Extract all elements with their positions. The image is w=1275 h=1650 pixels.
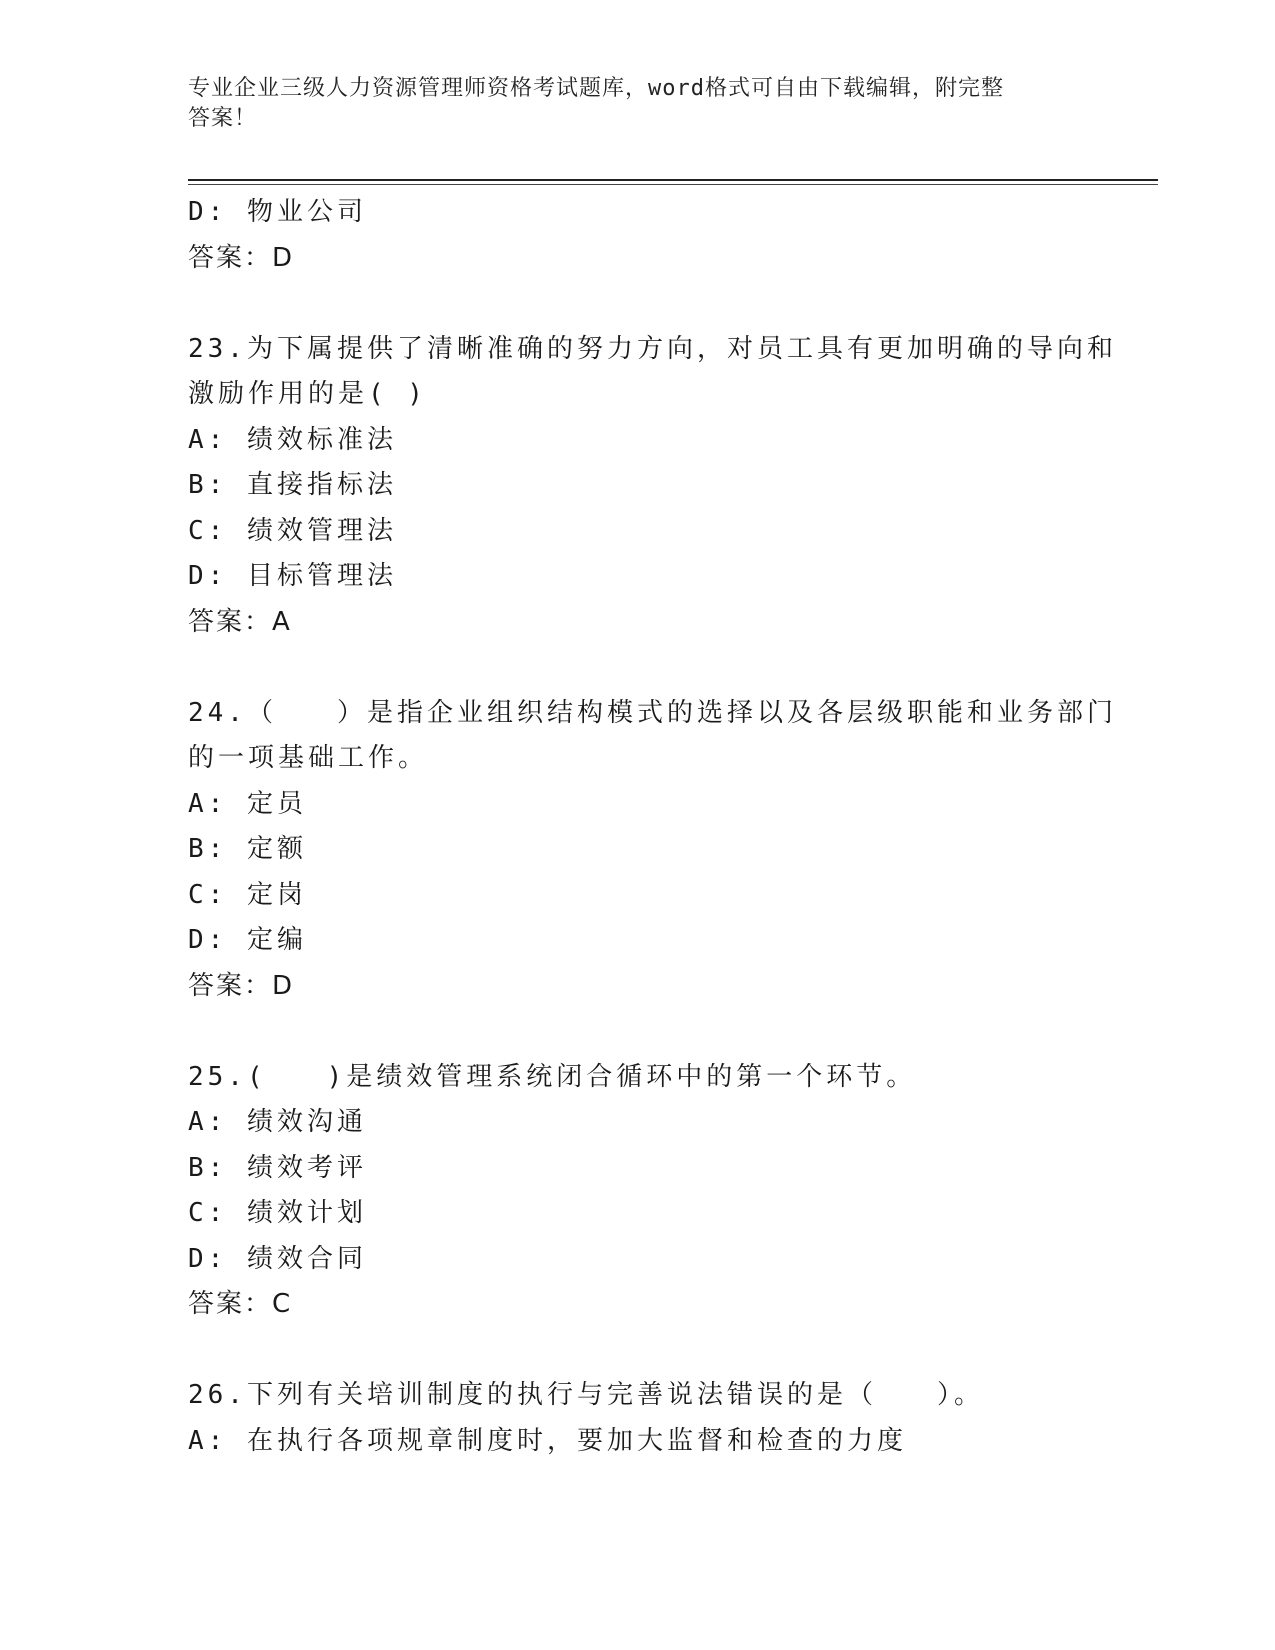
answer: 答案：C (188, 1289, 293, 1319)
answer: 答案：D (188, 970, 295, 1001)
spacer (188, 645, 1088, 691)
option-a: A: 绩效标准法 (188, 424, 397, 455)
header-line-1: 专业企业三级人力资源管理师资格考试题库，word格式可自由下载编辑，附完整 (188, 76, 1004, 101)
option-c: C: 绩效计划 (188, 1198, 367, 1228)
option-c: C: 绩效管理法 (188, 515, 397, 546)
option-d: D: 物业公司 (188, 197, 367, 227)
option-d: D: 定编 (188, 925, 307, 955)
answer: 答案：A (188, 606, 292, 637)
question-text: 激励作用的是( ) (188, 379, 427, 409)
option-d: D: 目标管理法 (188, 561, 397, 591)
option-b: B: 绩效考评 (188, 1152, 367, 1183)
header-rule-thick (188, 179, 1158, 181)
option-d: D: 绩效合同 (188, 1243, 367, 1274)
question-list (188, 190, 1117, 1464)
question-text: 的一项基础工作。 (188, 743, 429, 773)
spacer (188, 1009, 1088, 1055)
header-line-2: 答案！ (188, 106, 258, 131)
option-b: B: 直接指标法 (188, 470, 397, 500)
answer: 答案：D (188, 242, 295, 273)
option-c: C: 定岗 (188, 879, 307, 910)
option-b: B: 定额 (188, 834, 307, 864)
spacer (188, 1328, 1088, 1374)
question-text: 25.( )是绩效管理系统闭合循环中的第一个环节。 (188, 1061, 917, 1092)
question-text: 24.（ ）是指企业组织结构模式的选择以及各层级职能和业务部门 (188, 697, 1117, 728)
spacer (188, 281, 1088, 327)
question-text: 26.下列有关培训制度的执行与完善说法错误的是（ ）。 (188, 1380, 984, 1410)
option-a: A: 绩效沟通 (188, 1107, 367, 1137)
document-header (188, 74, 1068, 134)
header-rule-thin (188, 184, 1158, 185)
question-text: 23.为下属提供了清晰准确的努力方向，对员工具有更加明确的导向和 (188, 333, 1117, 364)
option-a: A: 在执行各项规章制度时，要加大监督和检查的力度 (188, 1425, 907, 1456)
option-a: A: 定员 (188, 788, 307, 819)
